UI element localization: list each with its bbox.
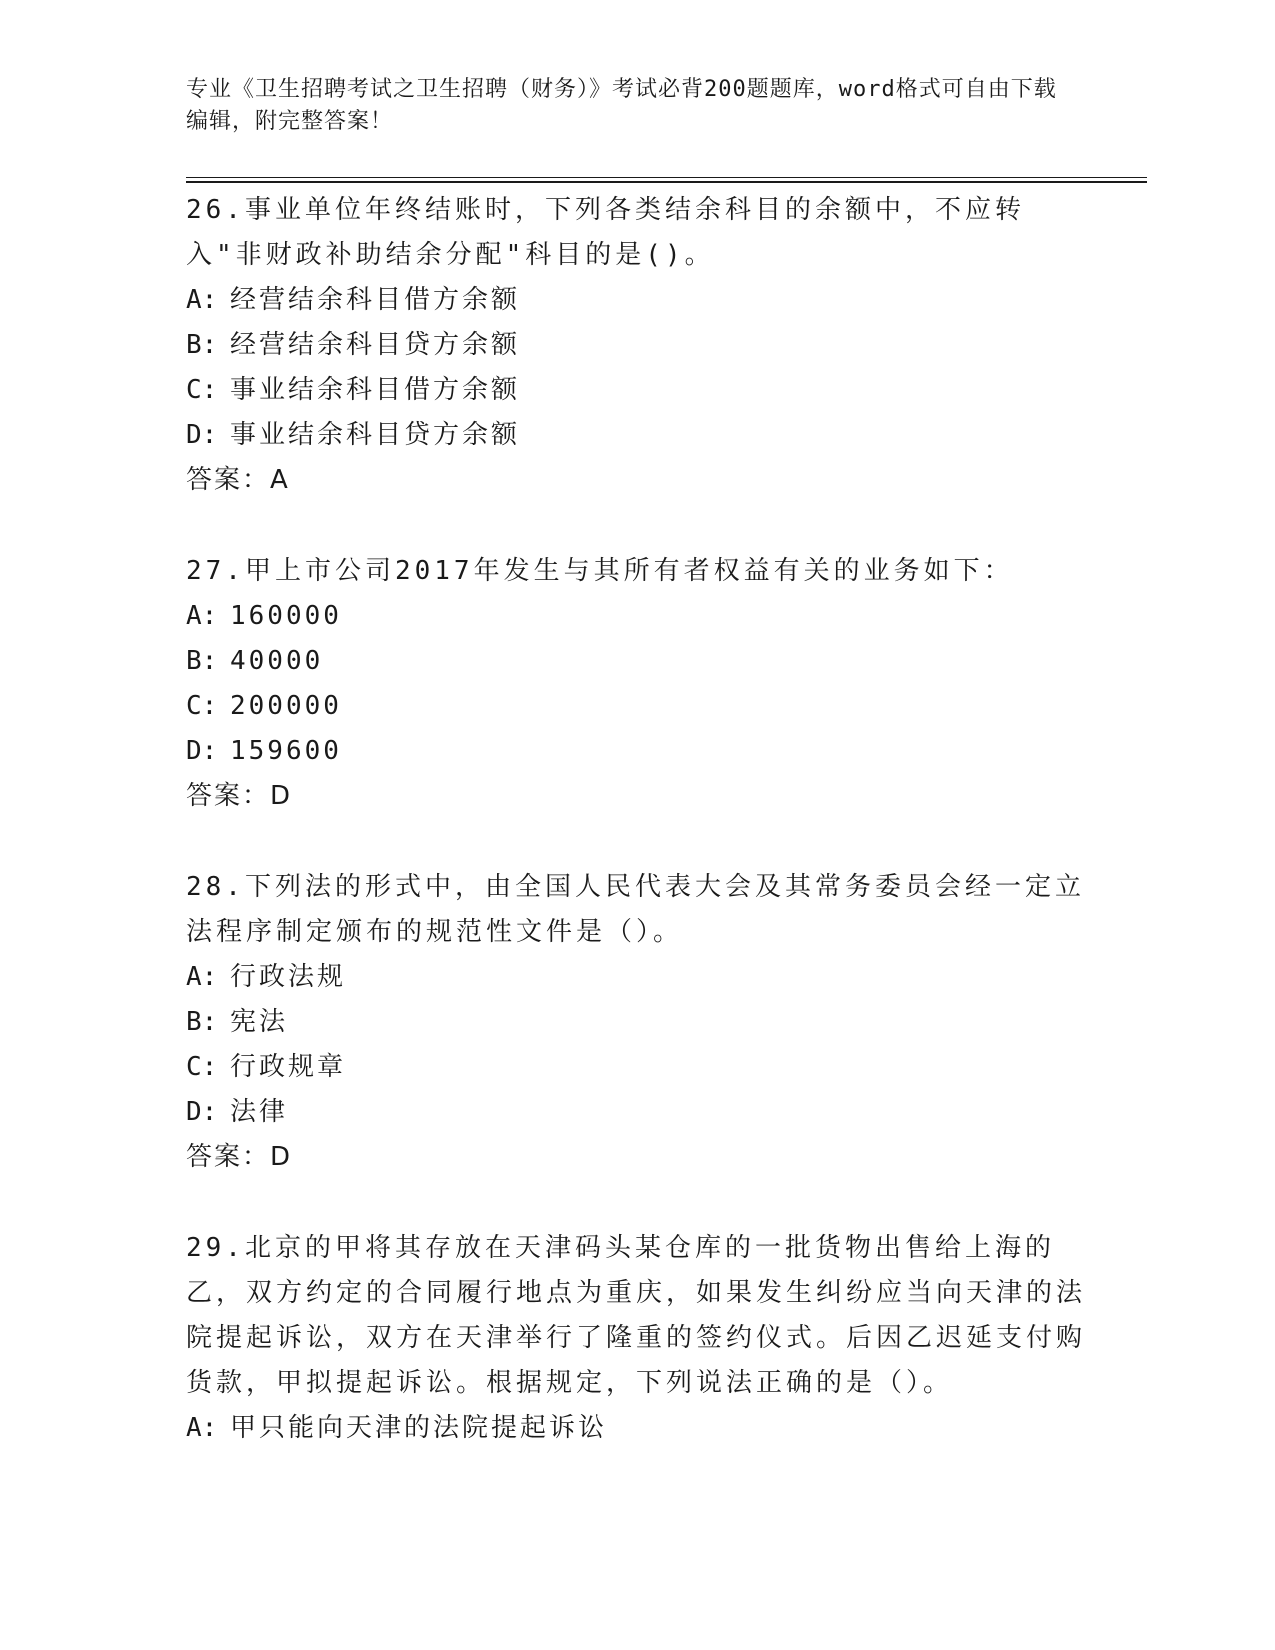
option-text: 40000	[230, 646, 324, 676]
option-a	[186, 278, 1086, 323]
option-text: 经营结余科目借方余额	[230, 285, 521, 315]
option-letter: C:	[186, 691, 218, 721]
option-c	[186, 684, 1086, 729]
option-b	[186, 1000, 1086, 1045]
question-stem: 26.事业单位年终结账时，下列各类结余科目的余额中，不应转入"非财政补助结余分配"科目的是()。	[186, 195, 1025, 270]
option-text: 事业结余科目借方余额	[230, 375, 521, 405]
option-b	[186, 639, 1086, 684]
header-rule-thick	[186, 181, 1147, 183]
option-b	[186, 323, 1086, 368]
option-a	[186, 955, 1086, 1000]
question-list	[186, 188, 1086, 1497]
answer-line: 答案：D	[186, 1142, 293, 1172]
option-letter: D:	[186, 420, 218, 450]
question-stem: 27.甲上市公司2017年发生与其所有者权益有关的业务如下：	[186, 556, 1014, 586]
option-letter: D:	[186, 1097, 218, 1127]
option-text: 160000	[230, 601, 342, 631]
option-a	[186, 1406, 1086, 1451]
option-text: 行政规章	[230, 1052, 347, 1082]
option-letter: B:	[186, 646, 218, 676]
option-text: 经营结余科目贷方余额	[230, 330, 521, 360]
option-d	[186, 1090, 1086, 1135]
option-d	[186, 729, 1086, 774]
option-letter: C:	[186, 1052, 218, 1082]
question-27	[186, 549, 1086, 819]
option-text: 宪法	[230, 1007, 289, 1037]
header-rule-thin	[186, 177, 1147, 178]
option-letter: A:	[186, 1413, 218, 1443]
option-text: 甲只能向天津的法院提起诉讼	[230, 1413, 608, 1443]
option-letter: D:	[186, 736, 218, 766]
option-text: 法律	[230, 1097, 289, 1127]
option-letter: C:	[186, 375, 218, 405]
option-letter: A:	[186, 285, 218, 315]
document-header: 专业《卫生招聘考试之卫生招聘（财务）》考试必背200题题库，word格式可自由下载编辑，附完整答案！	[186, 77, 1057, 134]
answer-line: 答案：A	[186, 465, 290, 495]
option-letter: B:	[186, 1007, 218, 1037]
option-text: 事业结余科目贷方余额	[230, 420, 521, 450]
option-text: 159600	[230, 736, 342, 766]
answer-line: 答案：D	[186, 781, 293, 811]
question-stem: 29.北京的甲将其存放在天津码头某仓库的一批货物出售给上海的乙，双方约定的合同履行地点为重庆，如果发生纠纷应当向天津的法院提起诉讼，双方在天津举行了隆重的签约仪式。后因乙迟延支付购货款，甲拟提起诉讼。根据规定，下列说法正确的是（）。	[186, 1233, 1087, 1398]
question-stem: 28.下列法的形式中，由全国人民代表大会及其常务委员会经一定立法程序制定颁布的规范性文件是（）。	[186, 872, 1085, 947]
option-c	[186, 368, 1086, 413]
option-a	[186, 594, 1086, 639]
question-29	[186, 1226, 1086, 1451]
option-text: 200000	[230, 691, 342, 721]
option-letter: A:	[186, 601, 218, 631]
question-28	[186, 865, 1086, 1180]
option-letter: A:	[186, 962, 218, 992]
option-d	[186, 413, 1086, 458]
option-letter: B:	[186, 330, 218, 360]
question-26	[186, 188, 1086, 503]
option-text: 行政法规	[230, 962, 347, 992]
option-c	[186, 1045, 1086, 1090]
